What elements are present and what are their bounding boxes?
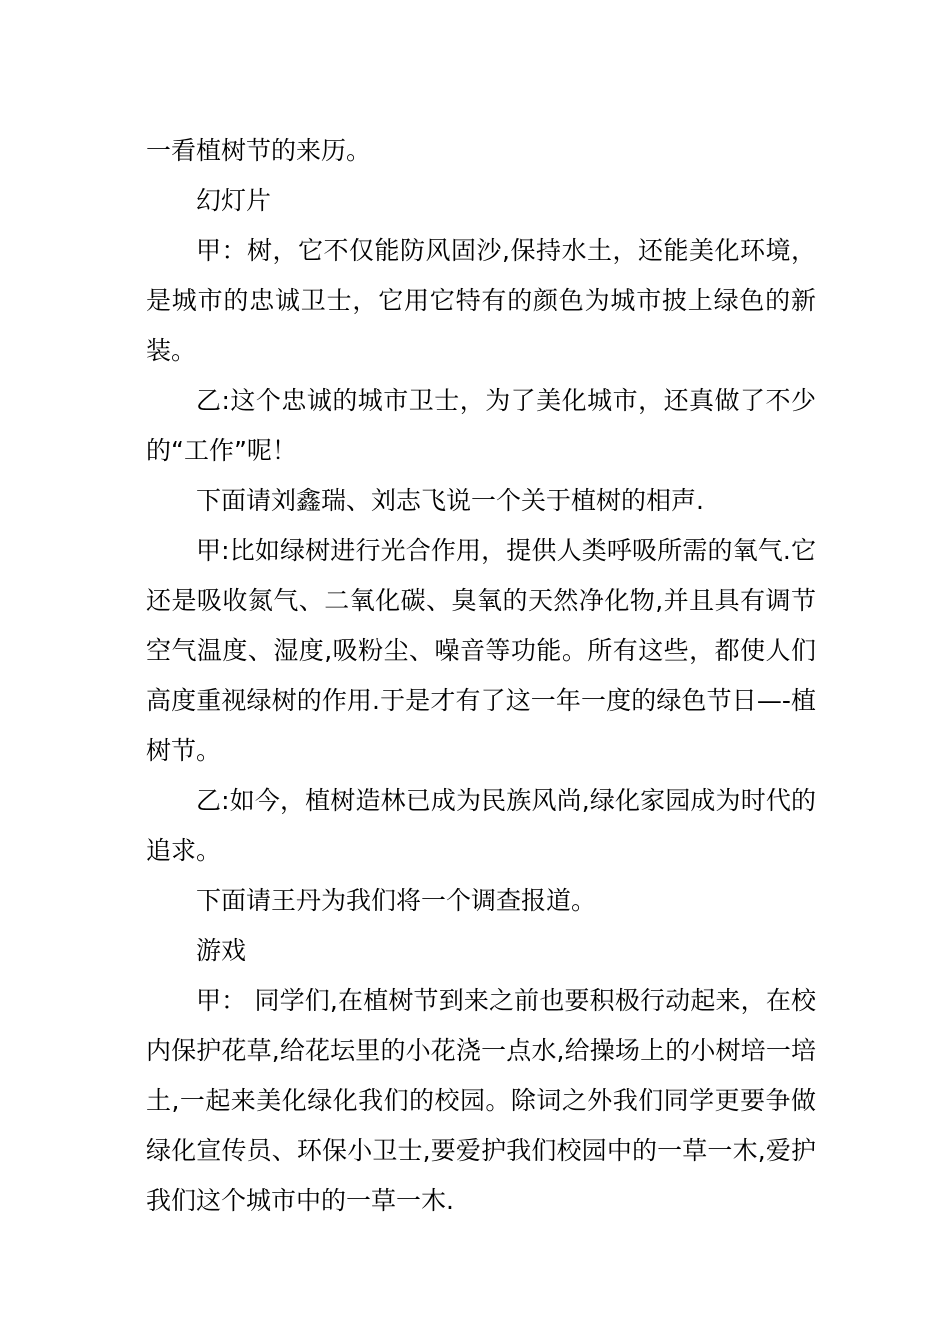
paragraph-4: 乙:这个忠诚的城市卫士，为了美化城市，还真做了不少的“工作”呢！	[146, 386, 816, 465]
paragraph-10: 甲： 同学们,在植树节到来之前也要积极行动起来，在校内保护花草,给花坛里的小花浇一点水,给操场上的小树培一培土,一起来美化绿化我们的校园。除词之外我们同学更要争做绿化宣传员、环保小卫士,要爱护我们校园中的一草一木,爱护我们这个城市中的一草一木.	[146, 986, 816, 1215]
paragraph-3: 甲：树，它不仅能防风固沙,保持水土，还能美化环境，是城市的忠诚卫士，它用它特有的颜色为城市披上绿色的新装。	[146, 236, 816, 365]
paragraph-7: 乙:如今，植树造林已成为民族风尚,绿化家园成为时代的追求。	[146, 786, 816, 865]
paragraph-2-heading: 幻灯片	[196, 186, 272, 215]
paragraph-9-heading: 游戏	[196, 936, 247, 965]
paragraph-1: 一看植树节的来历。	[146, 136, 372, 165]
paragraph-5: 下面请刘鑫瑞、刘志飞说一个关于植树的相声.	[196, 486, 704, 515]
paragraph-8: 下面请王丹为我们将一个调查报道。	[196, 886, 597, 915]
paragraph-6: 甲:比如绿树进行光合作用，提供人类呼吸所需的氧气.它还是吸收氮气、二氧化碳、臭氧的天然净化物,并且具有调节空气温度、湿度,吸粉尘、噪音等功能。所有这些，都使人们高度重视绿树的作用.于是才有了这一年一度的绿色节日—-植树节。	[146, 536, 816, 765]
document-body	[146, 126, 816, 1226]
